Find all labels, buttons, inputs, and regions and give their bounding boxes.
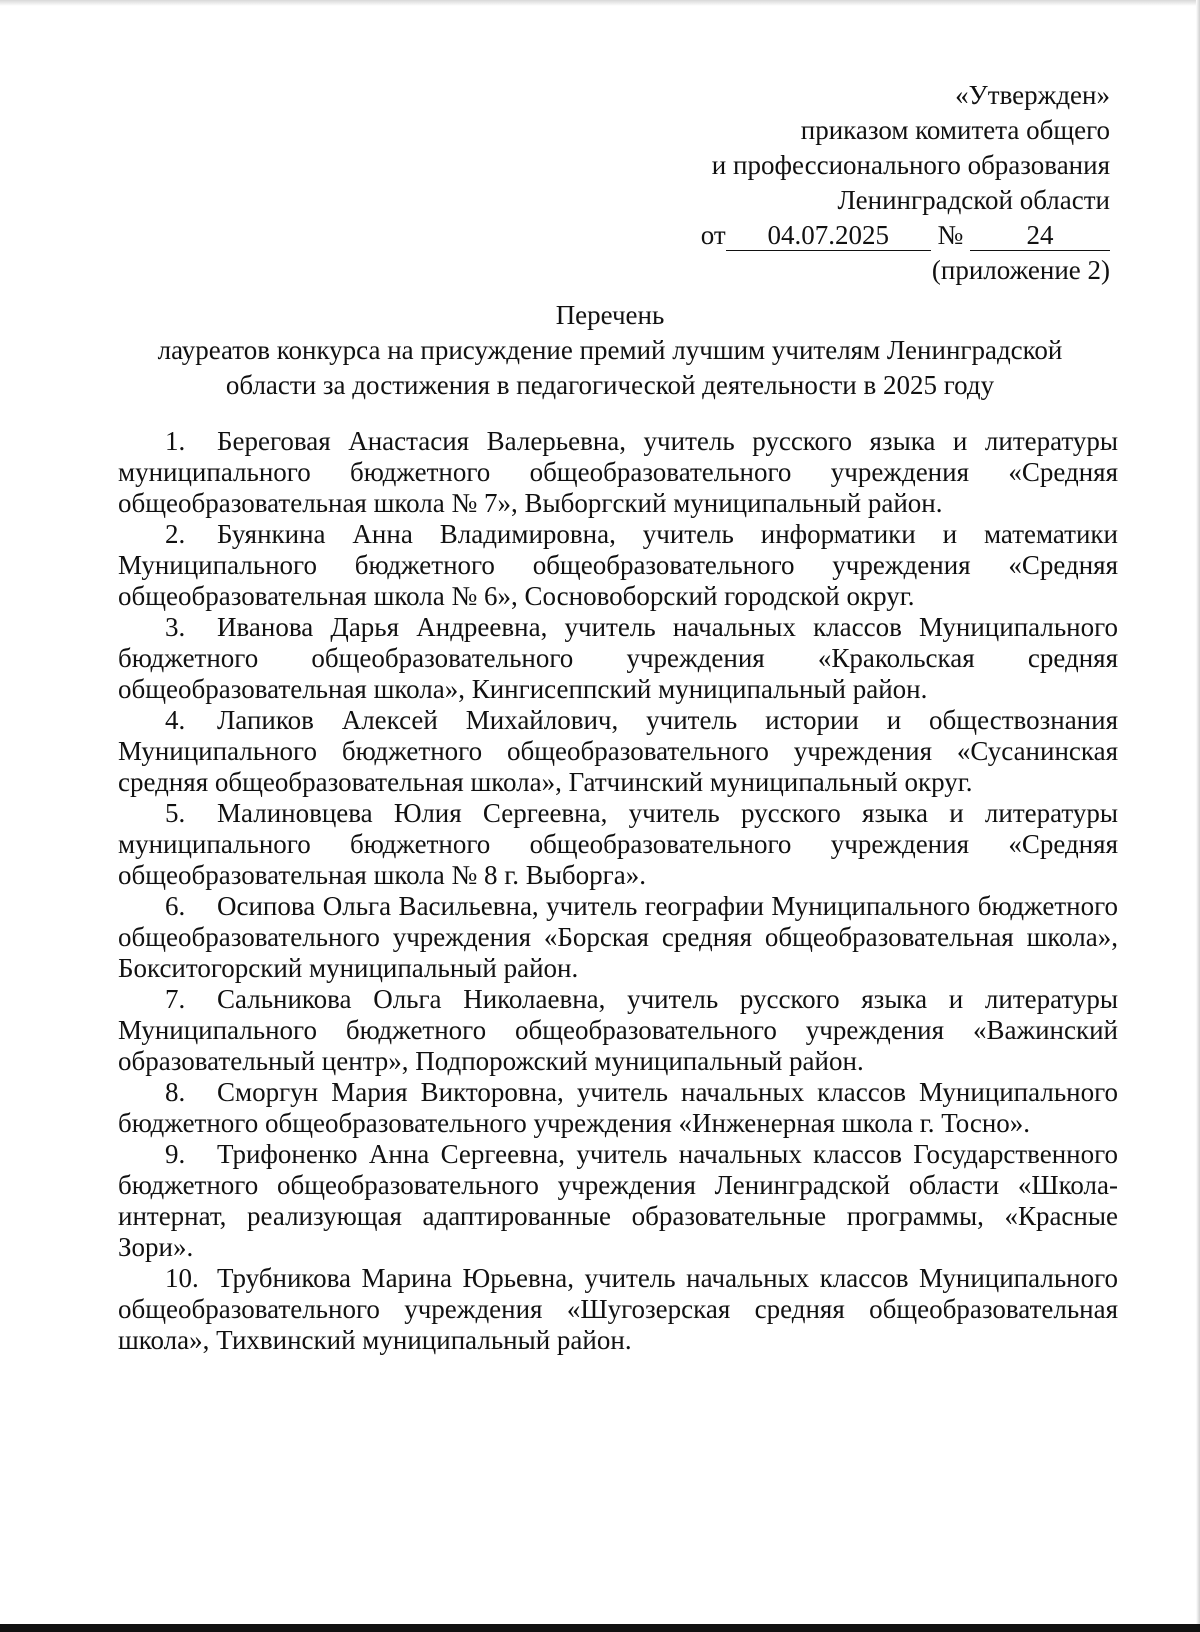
item-number: 10. xyxy=(165,1263,199,1293)
title-line-1: Перечень xyxy=(555,300,665,330)
item-number: 5. xyxy=(165,798,186,828)
list-item xyxy=(118,984,1118,1077)
item-text: Лапиков Алексей Михайлович, учитель истории и обществознания Муниципального бюджетного общеобразовательного учреждения «Сусанинская средняя общеобразовательная школа», Гатчинский муниципальный округ. xyxy=(118,705,1118,797)
list-item xyxy=(118,798,1118,891)
approval-date-line xyxy=(510,218,1110,253)
item-number: 1. xyxy=(165,426,186,456)
item-text: Буянкина Анна Владимировна, учитель информатики и математики Муниципального бюджетного общеобразовательного учреждения «Средняя общеобразовательная школа № 6», Сосновоборский городской округ. xyxy=(118,519,1118,611)
item-text: Трифоненко Анна Сергеевна, учитель начальных классов Государственного бюджетного общеобразовательного учреждения Ленинградской области «Школа-интернат, реализующая адаптированные образовательные программы, «Красные Зори». xyxy=(118,1139,1118,1262)
order-number: 24 xyxy=(970,220,1110,251)
item-text: Осипова Ольга Васильевна, учитель географии Муниципального бюджетного общеобразовательного учреждения «Борская средняя общеобразовательная школа», Бокситогорский муниципальный район. xyxy=(118,891,1118,983)
list-item xyxy=(118,1263,1118,1356)
item-text: Иванова Дарья Андреевна, учитель начальных классов Муниципального бюджетного общеобразовательного учреждения «Кракольская средняя общеобразовательная школа», Кингисеппский муниципальный район. xyxy=(118,612,1118,704)
approval-line-2: приказом комитета общего xyxy=(800,115,1110,145)
item-number: 4. xyxy=(165,705,186,735)
approval-line-4: Ленинградской области xyxy=(837,185,1110,215)
document-title xyxy=(110,298,1110,403)
list-item xyxy=(118,426,1118,519)
date-prefix: от xyxy=(700,220,726,250)
scan-edge-right xyxy=(1196,0,1200,1632)
approval-block xyxy=(510,78,1110,288)
list-item xyxy=(118,705,1118,798)
laureates-list xyxy=(118,426,1118,1356)
list-item xyxy=(118,519,1118,612)
order-date: 04.07.2025 xyxy=(726,220,931,251)
item-number: 9. xyxy=(165,1139,186,1169)
scan-edge-top xyxy=(0,0,1200,6)
item-text: Трубникова Марина Юрьевна, учитель начальных классов Муниципального общеобразовательного учреждения «Шугозерская средняя общеобразовательная школа», Тихвинский муниципальный район. xyxy=(118,1263,1118,1355)
number-prefix: № xyxy=(937,220,964,250)
item-number: 3. xyxy=(165,612,186,642)
list-item xyxy=(118,1077,1118,1139)
item-text: Сморгун Мария Викторовна, учитель начальных классов Муниципального бюджетного общеобразовательного учреждения «Инженерная школа г. Тосно». xyxy=(118,1077,1118,1138)
list-item xyxy=(118,612,1118,705)
title-line-2: лауреатов конкурса на присуждение премий лучшим учителям Ленинградской xyxy=(157,335,1063,365)
item-number: 8. xyxy=(165,1077,186,1107)
item-text: Береговая Анастасия Валерьевна, учитель русского языка и литературы муниципального бюджетного общеобразовательного учреждения «Средняя общеобразовательная школа № 7», Выборгский муниципальный район. xyxy=(118,426,1118,518)
item-number: 6. xyxy=(165,891,186,921)
list-item xyxy=(118,1139,1118,1263)
item-number: 7. xyxy=(165,984,186,1014)
list-item xyxy=(118,891,1118,984)
item-text: Малиновцева Юлия Сергеевна, учитель русского языка и литературы муниципального бюджетного общеобразовательного учреждения «Средняя общеобразовательная школа № 8 г. Выборга». xyxy=(118,798,1118,890)
title-line-3: области за достижения в педагогической деятельности в 2025 году xyxy=(225,370,995,400)
scan-edge-bottom xyxy=(0,1624,1200,1632)
item-text: Сальникова Ольга Николаевна, учитель русского языка и литературы Муниципального бюджетного общеобразовательного учреждения «Важинский образовательный центр», Подпорожский муниципальный район. xyxy=(118,984,1118,1076)
item-number: 2. xyxy=(165,519,186,549)
approval-line-1: «Утвержден» xyxy=(955,80,1110,110)
appendix-label: (приложение 2) xyxy=(931,255,1110,285)
approval-line-3: и профессионального образования xyxy=(711,150,1110,180)
